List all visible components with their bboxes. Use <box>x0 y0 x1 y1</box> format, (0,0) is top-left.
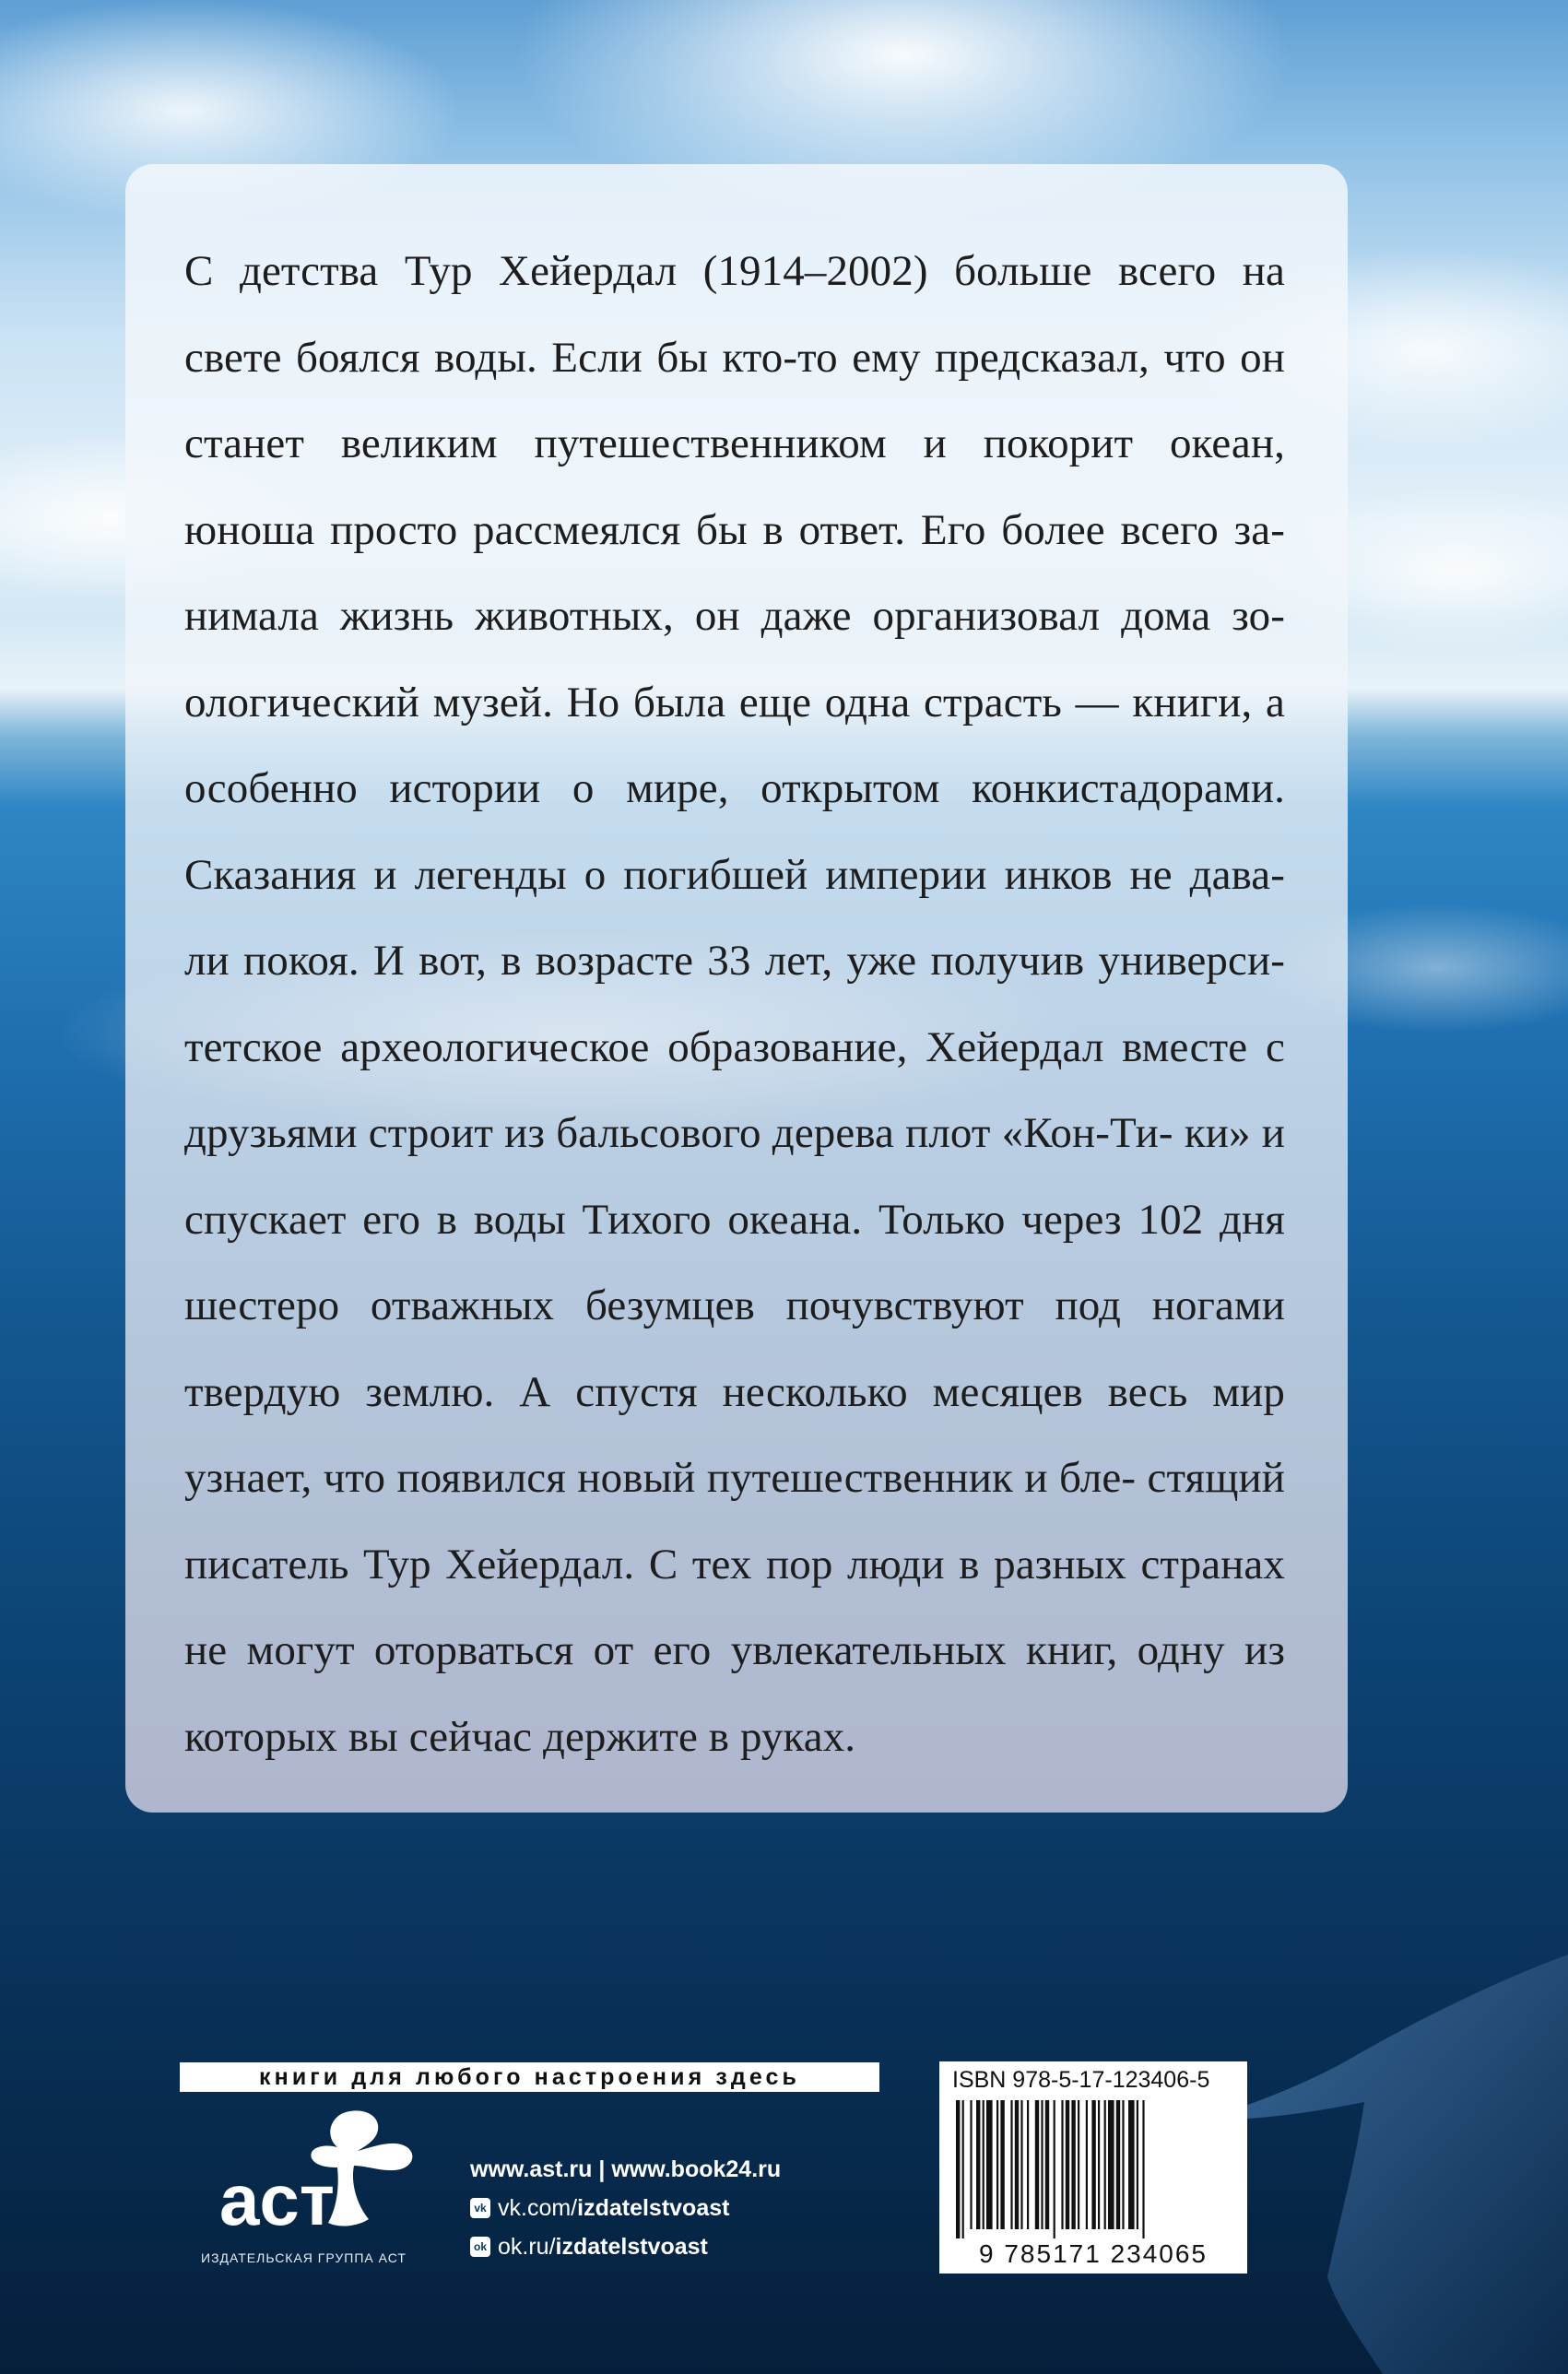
barcode-bar <box>1142 2100 1144 2238</box>
blurb-line: с друзьями строит из бальсового дерева плот «Кон-Ти- <box>184 1022 1286 1157</box>
barcode-bar <box>1078 2100 1079 2229</box>
blurb-line: ки» и спускает его в воды Тихого океана. Только через <box>184 1109 1286 1244</box>
barcode-bar <box>1066 2100 1069 2229</box>
isbn-text: ISBN 978-5-17-123406-5 <box>952 2067 1210 2093</box>
barcode-bar <box>1128 2100 1135 2229</box>
whale-fin <box>1198 1955 1568 2374</box>
publisher-caption: ИЗДАТЕЛЬСКАЯ ГРУППА АСТ <box>201 2250 407 2265</box>
logo-text: аст <box>219 2159 335 2240</box>
barcode-bar <box>956 2100 960 2238</box>
vk-row[interactable] <box>470 2189 781 2227</box>
barcode-bar <box>962 2100 964 2238</box>
blurb-line: тетское археологическое образование, Хейердал вместе <box>184 1022 1248 1071</box>
blurb-line: стящий писатель Тур Хейердал. С тех пор люди в разных <box>184 1454 1285 1589</box>
contact-links <box>470 2150 781 2266</box>
vk-icon: vk <box>470 2198 490 2218</box>
blurb-line: юноша просто рассмеялся бы в ответ. Его более всего за- <box>184 505 1285 554</box>
blurb-text <box>184 229 1285 1780</box>
blurb-line: ологический музей. Но была еще одна страсть — книги, <box>184 678 1253 726</box>
ok-prefix: ok.ru/ <box>498 2234 556 2260</box>
blurb-line: а особенно истории о мире, открытом конкистадорами. <box>184 678 1285 812</box>
tagline-banner: книги для любого настроения здесь <box>180 2062 879 2092</box>
barcode-bar <box>1098 2100 1100 2229</box>
barcode-bar <box>1104 2100 1106 2229</box>
blurb-panel <box>125 164 1348 1813</box>
ok-icon: ok <box>470 2237 490 2257</box>
vk-prefix: vk.com/ <box>498 2195 578 2221</box>
ok-row[interactable] <box>470 2227 781 2266</box>
barcode-bar <box>1122 2100 1124 2229</box>
barcode-bar <box>986 2100 993 2229</box>
blurb-line: он станет великим путешественником и покорит океан, <box>184 333 1285 467</box>
blurb-line: нимала жизнь животных, он даже организовал дома зо- <box>184 592 1285 640</box>
barcode-bar <box>1086 2100 1088 2229</box>
blurb-line: 102 дня шестеро отважных безумцев почувствуют под <box>184 1195 1286 1329</box>
blurb-line: мир узнает, что появился новый путешественник и бле- <box>184 1367 1285 1502</box>
blurb-line: свете боялся воды. Если бы кто-то ему предсказал, что <box>184 333 1226 382</box>
barcode-bar <box>1041 2100 1043 2229</box>
ast-logo <box>210 2107 441 2245</box>
blurb-line: ногами твердую землю. А спустя несколько месяцев весь <box>184 1281 1286 1416</box>
blurb-line: странах не могут оторваться от его увлекательных книг, <box>184 1540 1285 1674</box>
blurb-line: С детства Тур Хейердал (1914–2002) больше всего на <box>184 247 1285 295</box>
blurb-line: одну из которых вы сейчас держите в руках. <box>184 1626 1285 1761</box>
vk-handle: izdatelstvoast <box>577 2195 730 2221</box>
barcode-bar <box>1035 2100 1039 2229</box>
ok-handle: izdatelstvoast <box>555 2234 708 2260</box>
barcode-digits: 9 785171 234065 <box>979 2239 1208 2268</box>
barcode-bar <box>1045 2100 1049 2229</box>
barcode-bar <box>1061 2100 1063 2229</box>
barcode-bar <box>1071 2100 1075 2229</box>
barcode-bar <box>1054 2100 1055 2238</box>
barcode-block <box>939 2061 1247 2274</box>
barcode-bars <box>956 2100 1231 2238</box>
barcode-bar <box>1108 2100 1114 2229</box>
barcode-bar <box>996 2100 998 2229</box>
barcode-bar <box>1010 2100 1012 2229</box>
barcode-bar <box>1027 2100 1029 2229</box>
barcode-bar <box>983 2100 984 2229</box>
website-row <box>470 2150 781 2189</box>
blurb-line: Сказания и легенды о погибшей империи инков не дава- <box>184 850 1285 899</box>
website-links[interactable]: www.ast.ru | www.book24.ru <box>470 2156 782 2182</box>
barcode-bar <box>1091 2100 1095 2229</box>
blurb-line: ли покоя. И вот, в возрасте 33 лет, уже получив универси- <box>184 937 1285 985</box>
barcode-bar <box>1020 2100 1022 2229</box>
barcode-bar <box>1137 2100 1138 2229</box>
barcode-bar <box>976 2100 980 2229</box>
barcode-bar <box>1116 2100 1120 2229</box>
barcode-bar <box>1000 2100 1004 2229</box>
barcode-bar <box>1015 2100 1019 2229</box>
barcode-bar <box>970 2100 972 2229</box>
